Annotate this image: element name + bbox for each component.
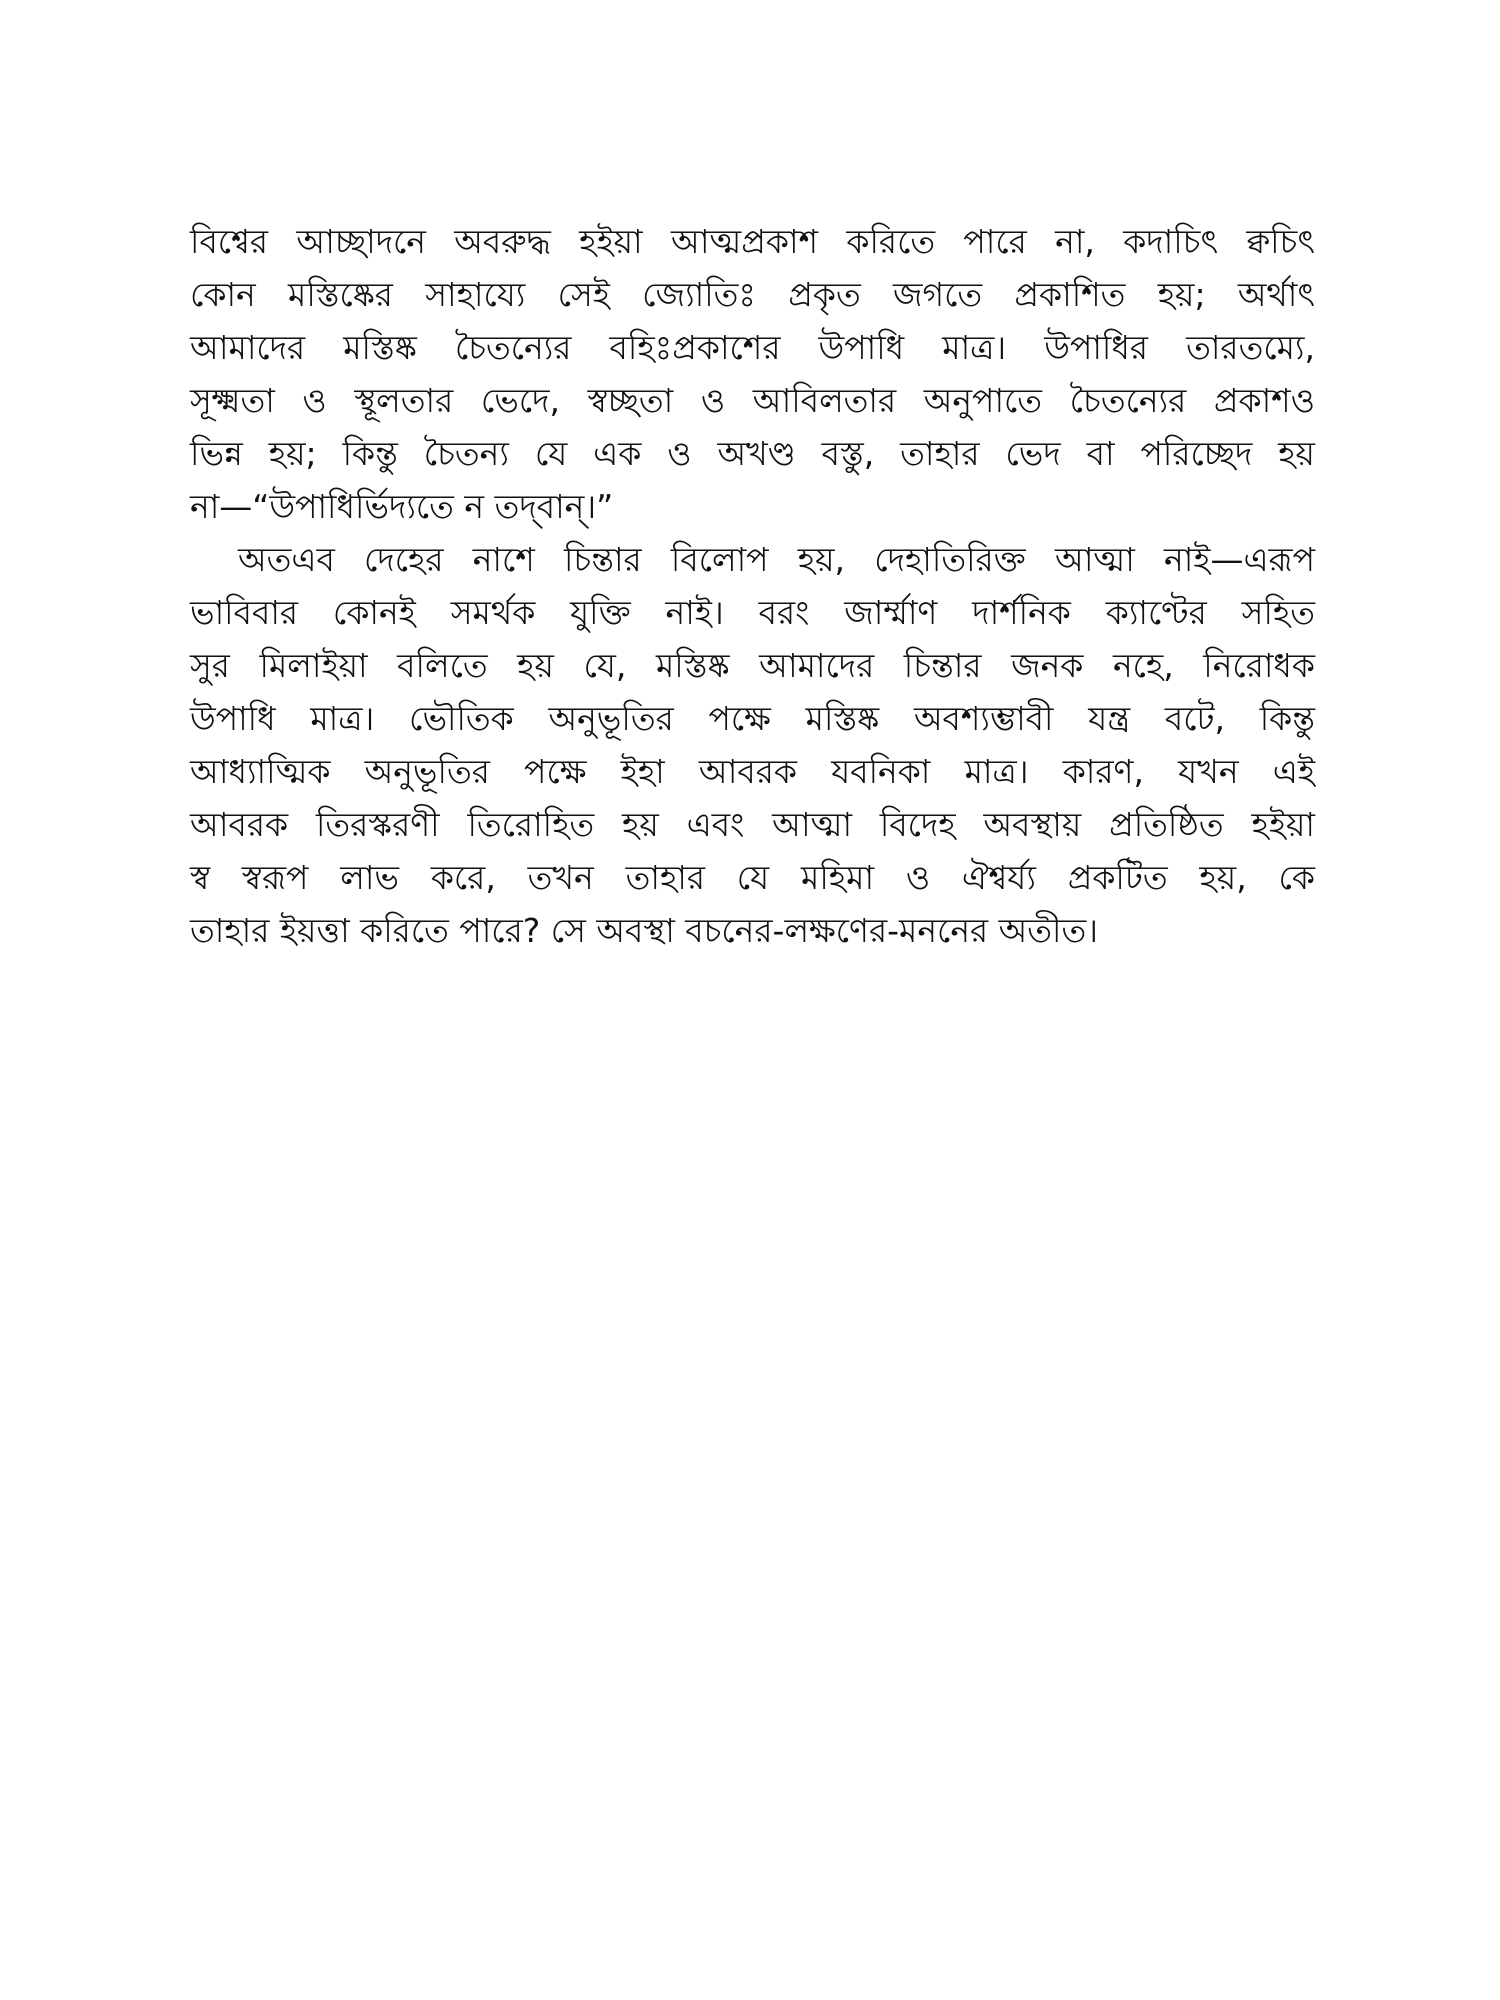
- body-text: [190, 215, 1315, 957]
- text-line: না—“উপাধির্ভিদ্যতে ন তদ্‌বান্।”: [190, 487, 614, 526]
- text-line: কোন মস্তিষ্কের সাহায্যে সেই জ্যোতিঃ প্রকৃত জগতে প্রকাশিত হয়; অর্থাৎ: [190, 275, 1315, 314]
- text-line: আমাদের মস্তিষ্ক চৈতন্যের বহিঃপ্রকাশের উপাধি মাত্র। উপাধির তারতম্যে,: [190, 328, 1315, 367]
- text-line: ভাবিবার কোনই সমর্থক যুক্তি নাই। বরং জার্ম্মাণ দার্শনিক ক্যাণ্টের সহিত: [190, 593, 1315, 632]
- text-line: বিশ্বের আচ্ছাদনে অবরুদ্ধ হইয়া আত্মপ্রকাশ করিতে পারে না, কদাচিৎ ক্বচিৎ: [190, 222, 1315, 261]
- text-line: তাহার ইয়ত্তা করিতে পারে? সে অবস্থা বচনের-লক্ষণের-মননের অতীত।: [190, 911, 1099, 950]
- text-line: সুর মিলাইয়া বলিতে হয় যে, মস্তিষ্ক আমাদের চিন্তার জনক নহে, নিরোধক: [190, 646, 1315, 685]
- text-line: সূক্ষ্মতা ও স্থূলতার ভেদে, স্বচ্ছতা ও আবিলতার অনুপাতে চৈতন্যের প্রকাশও: [190, 381, 1315, 420]
- text-line: ভিন্ন হয়; কিন্তু চৈতন্য যে এক ও অখণ্ড বস্তু, তাহার ভেদ বা পরিচ্ছেদ হয়: [190, 434, 1315, 473]
- text-line: অতএব দেহের নাশে চিন্তার বিলোপ হয়, দেহাতিরিক্ত আত্মা নাই—এরূপ: [238, 540, 1315, 579]
- paragraph-2: [190, 533, 1315, 957]
- text-line: আবরক তিরস্করণী তিরোহিত হয় এবং আত্মা বিদেহ অবস্থায় প্রতিষ্ঠিত হইয়া: [190, 805, 1315, 844]
- text-line: স্ব স্বরূপ লাভ করে, তখন তাহার যে মহিমা ও ঐশ্বর্য্য প্রকটিত হয়, কে: [190, 858, 1315, 897]
- text-line: উপাধি মাত্র। ভৌতিক অনুভূতির পক্ষে মস্তিষ্ক অবশ্যম্ভাবী যন্ত্র বটে, কিন্তু: [190, 699, 1315, 738]
- paragraph-1: [190, 215, 1315, 533]
- text-line: আধ্যাত্মিক অনুভূতির পক্ষে ইহা আবরক যবনিকা মাত্র। কারণ, যখন এই: [190, 752, 1315, 791]
